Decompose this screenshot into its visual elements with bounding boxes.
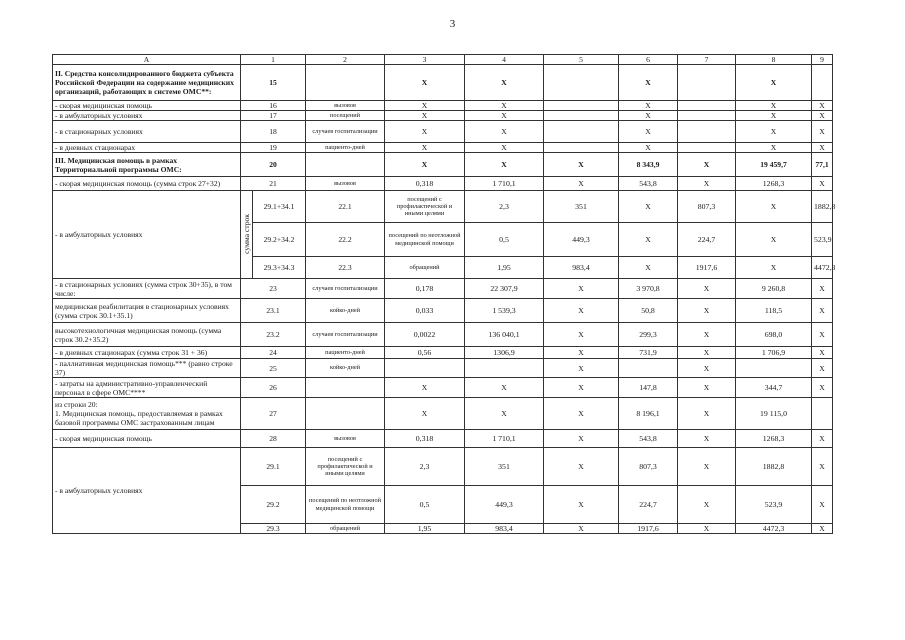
- cell-8: 523,9: [812, 223, 833, 257]
- row-label: - скорая медицинская помощь: [53, 430, 241, 448]
- cell-6: 1917,6: [678, 257, 736, 279]
- cell-5: Х: [544, 398, 619, 430]
- cell-7: [678, 101, 736, 111]
- cell-8: 1882,8: [812, 191, 833, 223]
- cell-7: [678, 111, 736, 121]
- cell-8: 698,0: [736, 323, 812, 347]
- cell-9: [812, 65, 833, 101]
- cell-4: Х: [465, 143, 544, 153]
- cell-9: Х: [812, 486, 833, 524]
- cell-9: Х: [812, 143, 833, 153]
- cell-3: Х: [385, 143, 465, 153]
- table-row: [53, 347, 833, 359]
- row-number: 22.2: [306, 223, 385, 257]
- cell-8: Х: [736, 143, 812, 153]
- cell-9: Х: [812, 524, 833, 534]
- cell-9: Х: [812, 347, 833, 359]
- cell-8: 1268,3: [736, 430, 812, 448]
- table-row: [53, 101, 833, 111]
- page-number: 3: [449, 18, 456, 30]
- row-number: 24: [241, 347, 306, 359]
- row-number: 23.1: [241, 299, 306, 323]
- cell-4: Х: [465, 153, 544, 177]
- cell-3: Х: [385, 111, 465, 121]
- table-row: [53, 111, 833, 121]
- cell-6: 147,8: [619, 378, 678, 398]
- cell-3: 0,56: [385, 347, 465, 359]
- cell-5: Х: [544, 347, 619, 359]
- row-label: высокотехнологичная медицинская помощь (сумма строк 30.2+35.2): [53, 323, 241, 347]
- cell-6: 8 343,9: [619, 153, 678, 177]
- cell-7: Х: [678, 430, 736, 448]
- unit-cell: вызовов: [306, 430, 385, 448]
- unit-cell: [306, 65, 385, 101]
- row-label: - в амбулаторных условиях: [53, 111, 241, 121]
- row-number: 20: [241, 153, 306, 177]
- cell-3: 0,178: [385, 279, 465, 299]
- row-number: 16: [241, 101, 306, 111]
- col-header-8: 8: [736, 55, 812, 65]
- cell-6: Х: [619, 121, 678, 143]
- table-row: [53, 65, 833, 101]
- cell-5: Х: [619, 191, 678, 223]
- cell-3: 1,95: [385, 524, 465, 534]
- cell-4: Х: [465, 65, 544, 101]
- cell-6: 3 970,8: [619, 279, 678, 299]
- col-header-1: 1: [241, 55, 306, 65]
- cell-3: 0,318: [385, 430, 465, 448]
- row-number: 17: [241, 111, 306, 121]
- row-number: 21: [241, 177, 306, 191]
- cell-5: [544, 121, 619, 143]
- row-number: 25: [241, 359, 306, 378]
- col-header-7: 7: [678, 55, 736, 65]
- cell-3: 0,0022: [385, 323, 465, 347]
- cell-7: Х: [736, 191, 812, 223]
- col-header-3: 3: [385, 55, 465, 65]
- cell-9: Х: [812, 359, 833, 378]
- cell-6: 731,9: [619, 347, 678, 359]
- cell-3: Х: [385, 153, 465, 177]
- cell-6: 807,3: [619, 448, 678, 486]
- cell-9: Х: [812, 378, 833, 398]
- cell-6: [619, 359, 678, 378]
- cell-9: Х: [812, 177, 833, 191]
- table-row: [53, 448, 833, 486]
- cell-9: [812, 398, 833, 430]
- cell-6: 224,7: [678, 223, 736, 257]
- table-row: [53, 299, 833, 323]
- cell-5: Х: [544, 448, 619, 486]
- cell-6: 224,7: [619, 486, 678, 524]
- col-header-a: A: [53, 55, 241, 65]
- cell-9: Х: [812, 279, 833, 299]
- cell-3: 0,5: [465, 223, 544, 257]
- unit-cell: обращений: [385, 257, 465, 279]
- cell-5: Х: [544, 359, 619, 378]
- cell-4: [465, 359, 544, 378]
- unit-cell: случаев госпитализации: [306, 121, 385, 143]
- cell-9: Х: [812, 323, 833, 347]
- cell-6: Х: [619, 65, 678, 101]
- cell-7: Х: [678, 323, 736, 347]
- cell-4: Х: [465, 398, 544, 430]
- cell-3: 1,95: [465, 257, 544, 279]
- cell-5: Х: [544, 177, 619, 191]
- row-label: II. Средства консолидированного бюджета субъекта Российской Федерации на содержание медицинских организаций, работающих в системе ОМС**:: [53, 65, 241, 101]
- row-number: 29.2: [241, 486, 306, 524]
- unit-cell: койко-дней: [306, 299, 385, 323]
- cell-4: 351: [544, 191, 619, 223]
- unit-cell: вызовов: [306, 177, 385, 191]
- cell-6: 543,8: [619, 430, 678, 448]
- cell-8: 4472,3: [736, 524, 812, 534]
- unit-cell: посещений по неотложной медицинской помощи: [306, 486, 385, 524]
- row-number: 27: [241, 398, 306, 430]
- cell-8: 118,5: [736, 299, 812, 323]
- cell-9: Х: [812, 101, 833, 111]
- col-header-4: 4: [465, 55, 544, 65]
- table-row: [53, 323, 833, 347]
- cell-7: Х: [678, 347, 736, 359]
- table-row: [53, 121, 833, 143]
- row-number: 23.2: [241, 323, 306, 347]
- cell-4: 449,3: [465, 486, 544, 524]
- cell-7: Х: [678, 378, 736, 398]
- unit-cell: посещений: [306, 111, 385, 121]
- cell-8: 4472,3: [812, 257, 833, 279]
- row-number: 15: [241, 65, 306, 101]
- cell-4: 22 307,9: [465, 279, 544, 299]
- cell-6: 8 196,1: [619, 398, 678, 430]
- cell-5: [544, 111, 619, 121]
- cell-4: 1 710,1: [465, 177, 544, 191]
- unit-cell: посещений по неотложной медицинской помощи: [385, 223, 465, 257]
- row-label: - скорая медицинская помощь (сумма строк 27+32): [53, 177, 241, 191]
- table-row: [53, 191, 833, 223]
- cell-6: 543,8: [619, 177, 678, 191]
- unit-cell: обращений: [306, 524, 385, 534]
- unit-cell: вызовов: [306, 101, 385, 111]
- cell-5: Х: [619, 257, 678, 279]
- cell-5: [544, 143, 619, 153]
- cell-5: Х: [544, 299, 619, 323]
- row-label: - в дневных стационарах (сумма строк 31 + 36): [53, 347, 241, 359]
- row-number: 29.3: [241, 524, 306, 534]
- unit-cell: [306, 398, 385, 430]
- cell-9: 77,1: [812, 153, 833, 177]
- cell-6: 807,3: [678, 191, 736, 223]
- row-label: - паллиативная медицинская помощь*** (равно строке 37): [53, 359, 241, 378]
- cell-5: Х: [544, 279, 619, 299]
- unit-cell: койко-дней: [306, 359, 385, 378]
- col-header-6: 6: [619, 55, 678, 65]
- row-label: III. Медицинская помощь в рамках Территориальной программы ОМС:: [53, 153, 241, 177]
- cell-5: Х: [544, 378, 619, 398]
- cell-8: [736, 359, 812, 378]
- col-header-2: 2: [306, 55, 385, 65]
- cell-7: Х: [678, 398, 736, 430]
- cell-3: Х: [385, 398, 465, 430]
- sum-rows: 29.3+34.3: [253, 257, 306, 279]
- unit-cell: пациенто-дней: [306, 143, 385, 153]
- table-row: [53, 153, 833, 177]
- cell-8: 19 459,7: [736, 153, 812, 177]
- cell-3: Х: [385, 378, 465, 398]
- cell-6: 299,3: [619, 323, 678, 347]
- cell-7: Х: [678, 177, 736, 191]
- cell-7: [678, 65, 736, 101]
- cell-6: 1917,6: [619, 524, 678, 534]
- cell-4: 136 040,1: [465, 323, 544, 347]
- cell-4: Х: [465, 121, 544, 143]
- row-number: 19: [241, 143, 306, 153]
- cell-9: Х: [812, 448, 833, 486]
- cell-3: [385, 359, 465, 378]
- row-label: - в стационарных условиях (сумма строк 30+35), в том числе:: [53, 279, 241, 299]
- cell-4: 983,4: [544, 257, 619, 279]
- sum-of-rows-label: сумма строк: [241, 191, 253, 279]
- row-label: - затраты на административно-управленческий персонал в сфере ОМС****: [53, 378, 241, 398]
- cell-7: [678, 143, 736, 153]
- row-label: - в стационарных условиях: [53, 121, 241, 143]
- cell-8: 9 260,8: [736, 279, 812, 299]
- cell-4: 1306,9: [465, 347, 544, 359]
- cell-5: Х: [544, 486, 619, 524]
- cell-8: Х: [736, 121, 812, 143]
- cell-3: 0,5: [385, 486, 465, 524]
- cell-3: 0,318: [385, 177, 465, 191]
- row-label: медицинская реабилитация в стационарных условиях (сумма строк 30.1+35.1): [53, 299, 241, 323]
- table-row: [53, 177, 833, 191]
- row-label: - скорая медицинская помощь: [53, 101, 241, 111]
- cell-8: 344,7: [736, 378, 812, 398]
- cell-4: Х: [465, 101, 544, 111]
- cell-8: 1268,3: [736, 177, 812, 191]
- sum-rows: 29.1+34.1: [253, 191, 306, 223]
- cell-9: Х: [812, 111, 833, 121]
- unit-cell: посещений с профилактической и иными целями: [306, 448, 385, 486]
- cell-5: Х: [544, 430, 619, 448]
- sum-rows: 29.2+34.2: [253, 223, 306, 257]
- cell-3: Х: [385, 101, 465, 111]
- cell-3: 2,3: [385, 448, 465, 486]
- row-number: 18: [241, 121, 306, 143]
- table-row: [53, 378, 833, 398]
- cell-4: Х: [465, 111, 544, 121]
- table-row: [53, 279, 833, 299]
- table-row: [53, 359, 833, 378]
- row-label: из строки 20: 1. Медицинская помощь, предоставляемая в рамках базовой программы ОМС застрахованным лицам: [53, 398, 241, 430]
- cell-4: 983,4: [465, 524, 544, 534]
- table-row: [53, 143, 833, 153]
- cell-8: Х: [736, 111, 812, 121]
- cell-9: Х: [812, 121, 833, 143]
- cell-7: Х: [736, 257, 812, 279]
- table-row: [53, 430, 833, 448]
- cell-7: Х: [678, 359, 736, 378]
- cell-7: Х: [678, 299, 736, 323]
- row-number: 26: [241, 378, 306, 398]
- table-row: [53, 398, 833, 430]
- row-number: 28: [241, 430, 306, 448]
- row-label: - в амбулаторных условиях: [53, 191, 241, 279]
- header-row: [53, 55, 833, 65]
- cell-5: Х: [544, 524, 619, 534]
- row-label: - в амбулаторных условиях: [53, 448, 241, 534]
- cell-8: Х: [736, 65, 812, 101]
- cell-3: 0,033: [385, 299, 465, 323]
- row-number: 29.1: [241, 448, 306, 486]
- cell-9: Х: [812, 299, 833, 323]
- cell-4: 351: [465, 448, 544, 486]
- cell-4: Х: [465, 378, 544, 398]
- row-number: 22.1: [306, 191, 385, 223]
- unit-cell: случаев госпитализации: [306, 279, 385, 299]
- cell-4: 1 539,3: [465, 299, 544, 323]
- cell-4: 1 710,1: [465, 430, 544, 448]
- cell-7: Х: [678, 448, 736, 486]
- cell-4: 449,3: [544, 223, 619, 257]
- cell-5: Х: [544, 153, 619, 177]
- medical-care-table: [52, 54, 836, 534]
- cell-7: Х: [678, 279, 736, 299]
- cell-5: [544, 65, 619, 101]
- cell-3: 2,3: [465, 191, 544, 223]
- cell-3: Х: [385, 121, 465, 143]
- cell-6: Х: [619, 143, 678, 153]
- cell-8: 523,9: [736, 486, 812, 524]
- cell-7: [678, 121, 736, 143]
- cell-6: Х: [619, 101, 678, 111]
- cell-3: Х: [385, 65, 465, 101]
- cell-5: [544, 101, 619, 111]
- col-header-5: 5: [544, 55, 619, 65]
- cell-8: 19 115,0: [736, 398, 812, 430]
- cell-6: 50,8: [619, 299, 678, 323]
- col-header-9: 9: [812, 55, 833, 65]
- cell-7: Х: [736, 223, 812, 257]
- cell-9: Х: [812, 430, 833, 448]
- cell-7: Х: [678, 524, 736, 534]
- unit-cell: пациенто-дней: [306, 347, 385, 359]
- unit-cell: посещений с профилактической и иными целями: [385, 191, 465, 223]
- cell-7: Х: [678, 486, 736, 524]
- cell-5: Х: [619, 223, 678, 257]
- cell-6: Х: [619, 111, 678, 121]
- cell-8: 1 706,9: [736, 347, 812, 359]
- cell-7: Х: [678, 153, 736, 177]
- row-number: 22.3: [306, 257, 385, 279]
- cell-8: Х: [736, 101, 812, 111]
- cell-5: Х: [544, 323, 619, 347]
- cell-8: 1882,8: [736, 448, 812, 486]
- row-number: 23: [241, 279, 306, 299]
- unit-cell: случаев госпитализации: [306, 323, 385, 347]
- unit-cell: [306, 378, 385, 398]
- unit-cell: [306, 153, 385, 177]
- row-label: - в дневных стационарах: [53, 143, 241, 153]
